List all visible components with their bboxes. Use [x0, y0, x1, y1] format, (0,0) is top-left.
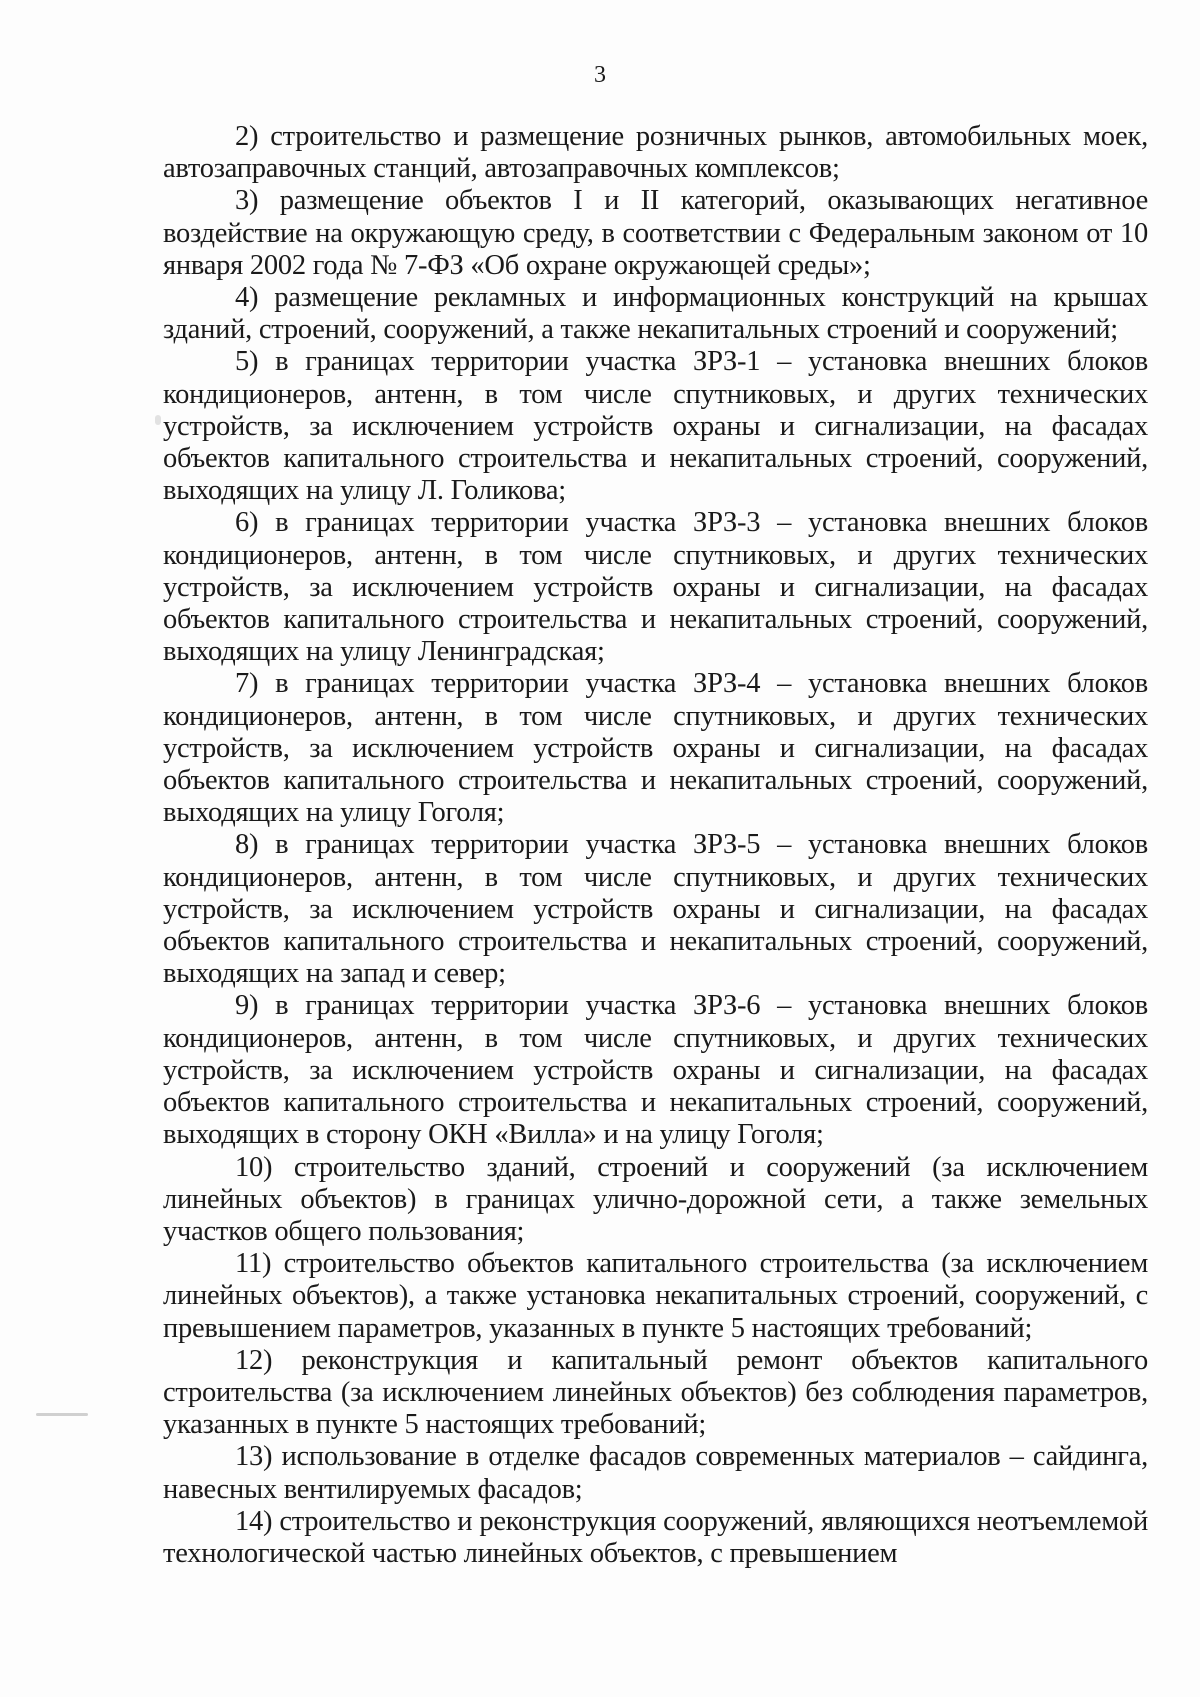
scan-smudge — [36, 1413, 88, 1416]
list-item: 9) в границах территории участка ЗРЗ-6 – установка внешних блоков кондиционеров, антенн, в том числе спутниковых, и других технических устройств, за исключением устройств охраны и сигнализации, на фасадах объектов капитального строительства и некапитальных строений, сооружений, выходящих в сторону ОКН «Вилла» и на улицу Гоголя; — [163, 990, 1148, 1151]
list-item: 6) в границах территории участка ЗРЗ-3 – установка внешних блоков кондиционеров, антенн, в том числе спутниковых, и других технических устройств, за исключением устройств охраны и сигнализации, на фасадах объектов капитального строительства и некапитальных строений, сооружений, выходящих на улицу Ленинградская; — [163, 507, 1148, 668]
list-item: 12) реконструкция и капитальный ремонт объектов капитального строительства (за исключением линейных объектов) без соблюдения параметров, указанных в пункте 5 настоящих требований; — [163, 1344, 1148, 1441]
list-item: 10) строительство зданий, строений и сооружений (за исключением линейных объектов) в границах улично-дорожной сети, а также земельных участков общего пользования; — [163, 1151, 1148, 1247]
page-number: 3 — [594, 62, 606, 88]
list-item: 13) использование в отделке фасадов современных материалов – сайдинга, навесных вентилируемых фасадов; — [163, 1441, 1148, 1505]
list-item: 8) в границах территории участка ЗРЗ-5 – установка внешних блоков кондиционеров, антенн, в том числе спутниковых, и других технических устройств, за исключением устройств охраны и сигнализации, на фасадах объектов капитального строительства и некапитальных строений, сооружений, выходящих на запад и север; — [163, 829, 1148, 990]
list-item: 11) строительство объектов капитального строительства (за исключением линейных объектов), а также установка некапитальных строений, сооружений, с превышением параметров, указанных в пункте 5 настоящих требований; — [163, 1248, 1148, 1344]
list-item: 4) размещение рекламных и информационных конструкций на крышах зданий, строений, сооружений, а также некапитальных строений и сооружений; — [163, 282, 1148, 346]
scan-speck — [155, 415, 161, 425]
list-item: 7) в границах территории участка ЗРЗ-4 – установка внешних блоков кондиционеров, антенн, в том числе спутниковых, и других технических устройств, за исключением устройств охраны и сигнализации, на фасадах объектов капитального строительства и некапитальных строений, сооружений, выходящих на улицу Гоголя; — [163, 668, 1148, 829]
list-item: 3) размещение объектов I и II категорий, оказывающих негативное воздействие на окружающую среду, в соответствии с Федеральным законом от 10 января 2002 года № 7-ФЗ «Об охране окружающей среды»; — [163, 185, 1148, 281]
list-item: 2) строительство и размещение розничных рынков, автомобильных моек, автозаправочных станций, автозаправочных комплексов; — [163, 121, 1148, 185]
list-item: 14) строительство и реконструкция сооружений, являющихся неотъемлемой технологической частью линейных объектов, с превышением — [163, 1505, 1148, 1569]
list-item: 5) в границах территории участка ЗРЗ-1 – установка внешних блоков кондиционеров, антенн, в том числе спутниковых, и других технических устройств, за исключением устройств охраны и сигнализации, на фасадах объектов капитального строительства и некапитальных строений, сооружений, выходящих на улицу Л. Голикова; — [163, 346, 1148, 507]
document-body — [163, 121, 1148, 1570]
